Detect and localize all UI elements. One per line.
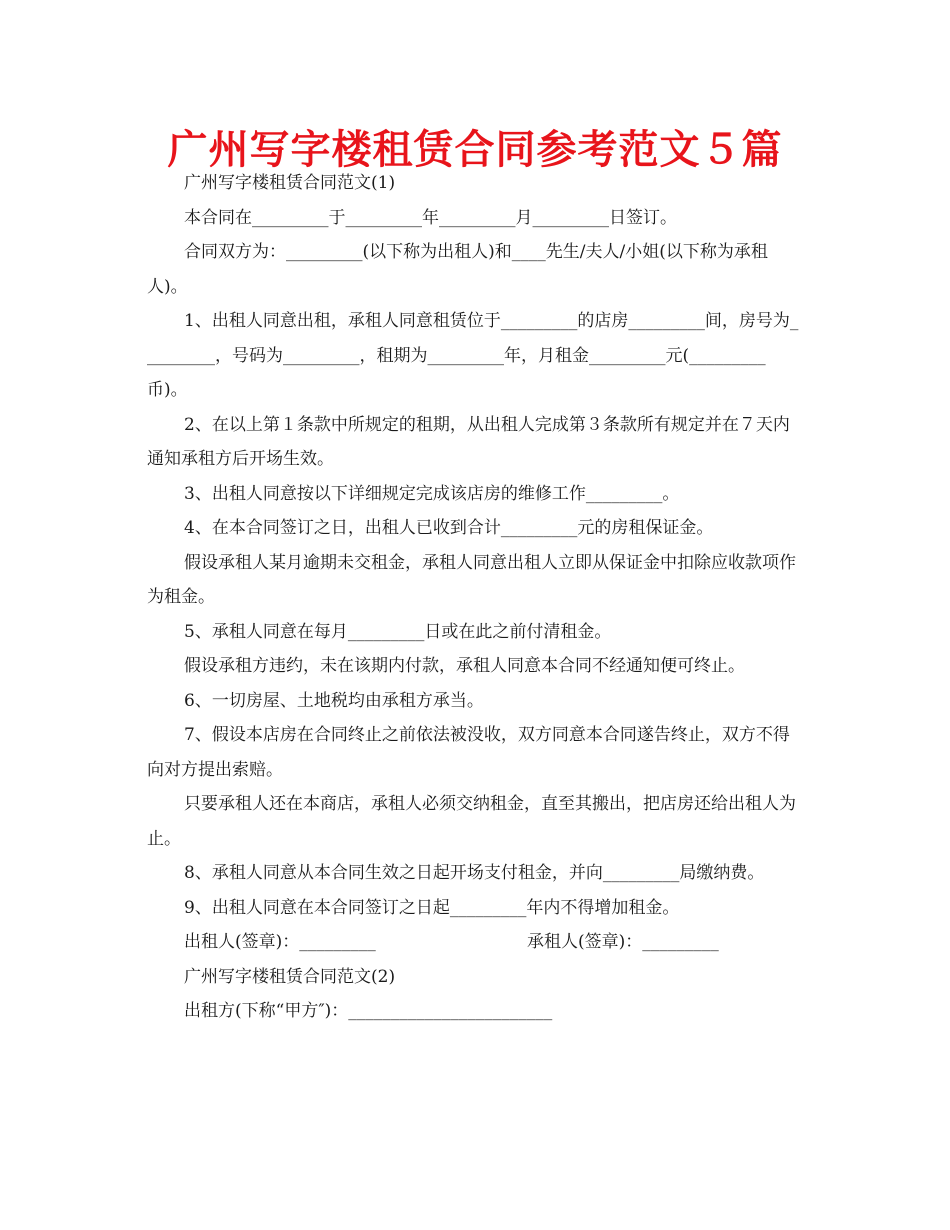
clause-7: 7、假设本店房在合同终止之前依法被没收，双方同意本合同遂告终止，双方不得向对方提出索赔。	[147, 725, 790, 780]
document-title: 广州写字楼租赁合同参考范文５篇	[167, 127, 783, 173]
clause-9: 9、出租人同意在本合同签订之日起_________年内不得增加租金。	[184, 897, 680, 918]
paragraph: 假设承租人某月逾期未交租金，承租人同意出租人立即从保证金中扣除应收款项作为租金。	[147, 552, 796, 607]
clause-6: 6、一切房屋、土地税均由承租方承当。	[184, 690, 484, 711]
signature-row	[147, 925, 803, 960]
lessee-signature: 承租人(签章)：_________	[527, 932, 719, 952]
paragraph: 只要承租人还在本商店，承租人必须交纳租金，直至其搬出，把店房还给出租人为止。	[147, 794, 796, 849]
clause-8: 8、承租人同意从本合同生效之日起开场支付租金，并向_________局缴纳费。	[184, 863, 765, 883]
clause-3: 3、出租人同意按以下详细规定完成该店房的维修工作_________。	[184, 483, 680, 504]
document-body	[147, 166, 803, 1029]
clause-1: 1、出租人同意出租，承租人同意租赁位于_________的店房_________间，房号为_________，号码为_________，租期为_________年，月租金_________元(_________币)。	[147, 311, 799, 400]
clause-5: 5、承租人同意在每月_________日或在此之前付清租金。	[184, 621, 612, 642]
paragraph: 本合同在_________于_________年_________月_________日签订。	[184, 207, 677, 228]
clause-4: 4、在本合同签订之日，出租人已收到合计_________元的房租保证金。	[184, 518, 714, 538]
section-heading: 广州写字楼租赁合同范文(1)	[184, 173, 396, 193]
paragraph: 合同双方为：_________(以下称为出租人)和____先生/夫人/小姐(以下称为承租人)。	[147, 242, 768, 297]
clause-2: 2、在以上第１条款中所规定的租期，从出租人完成第３条款所有规定并在７天内通知承租方后开场生效。	[147, 414, 790, 469]
paragraph: 假设承租方违约，未在该期内付款，承租人同意本合同不经通知便可终止。	[184, 656, 745, 676]
paragraph: 出租方(下称“甲方″)：________________________	[184, 1001, 553, 1021]
section-heading: 广州写字楼租赁合同范文(2)	[184, 966, 396, 987]
lessor-signature: 出租人(签章)：_________	[184, 932, 376, 952]
